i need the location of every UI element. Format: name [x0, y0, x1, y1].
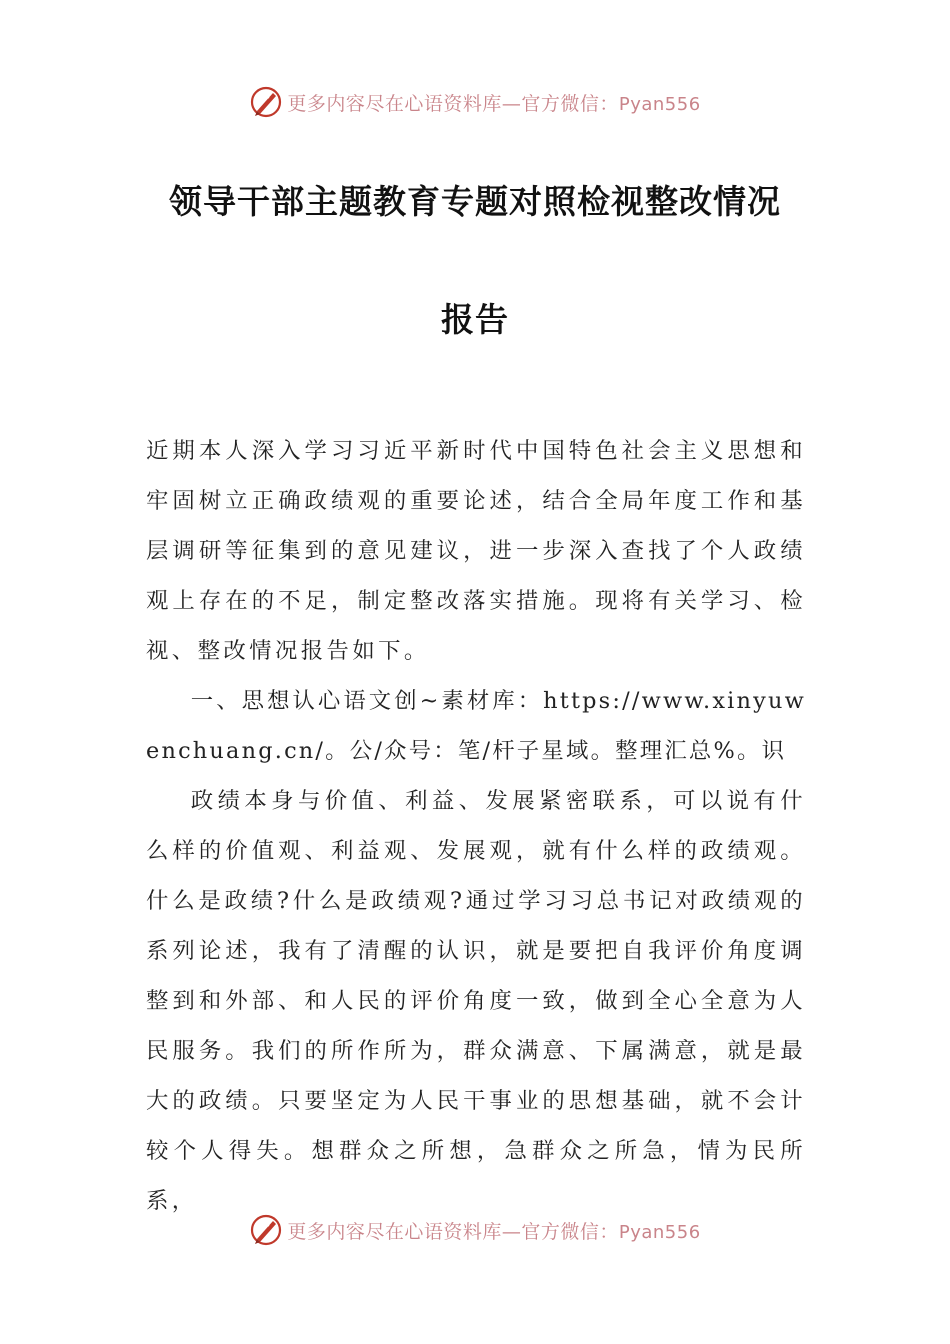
watermark-text	[287, 1217, 700, 1244]
pen-logo-icon	[249, 1213, 283, 1247]
document-body	[146, 426, 806, 1226]
paragraph-section-heading: 一、思想认心语文创~素材库：https://www.xinyuwenchuang.cn/。公/众号：笔/杆子星域。整理汇总%。识	[146, 688, 806, 764]
page-title-line1: 领导干部主题教育专题对照检视整改情况	[169, 182, 781, 221]
paragraph-intro: 近期本人深入学习习近平新时代中国特色社会主义思想和牢固树立正确政绩观的重要论述，结合全局年度工作和基层调研等征集到的意见建议，进一步深入查找了个人政绩观上存在的不足，制定整改落实措施。现将有关学习、检视、整改情况报告如下。	[146, 438, 806, 664]
page-title-line2: 报告	[441, 300, 509, 339]
watermark-wechat-id: Pyan556	[618, 93, 701, 115]
footer-watermark	[0, 1210, 950, 1250]
paragraph-body: 政绩本身与价值、利益、发展紧密联系，可以说有什么样的价值观、利益观、发展观，就有什么样的政绩观。什么是政绩?什么是政绩观?通过学习习总书记对政绩观的系列论述，我有了清醒的认识，就是要把自我评价角度调整到和外部、和人民的评价角度一致，做到全心全意为人民服务。我们的所作所为，群众满意、下属满意，就是最大的政绩。只要坚定为人民干事业的思想基础，就不会计较个人得失。想群众之所想，急群众之所急，情为民所系，	[146, 788, 806, 1214]
watermark-wechat-id: Pyan556	[618, 1221, 701, 1243]
pen-logo-icon	[249, 85, 283, 119]
watermark-text	[287, 89, 700, 116]
watermark-slogan: 更多内容尽在心语资料库—官方微信：	[287, 1220, 619, 1243]
watermark-slogan: 更多内容尽在心语资料库—官方微信：	[287, 92, 619, 115]
header-watermark	[0, 82, 950, 122]
